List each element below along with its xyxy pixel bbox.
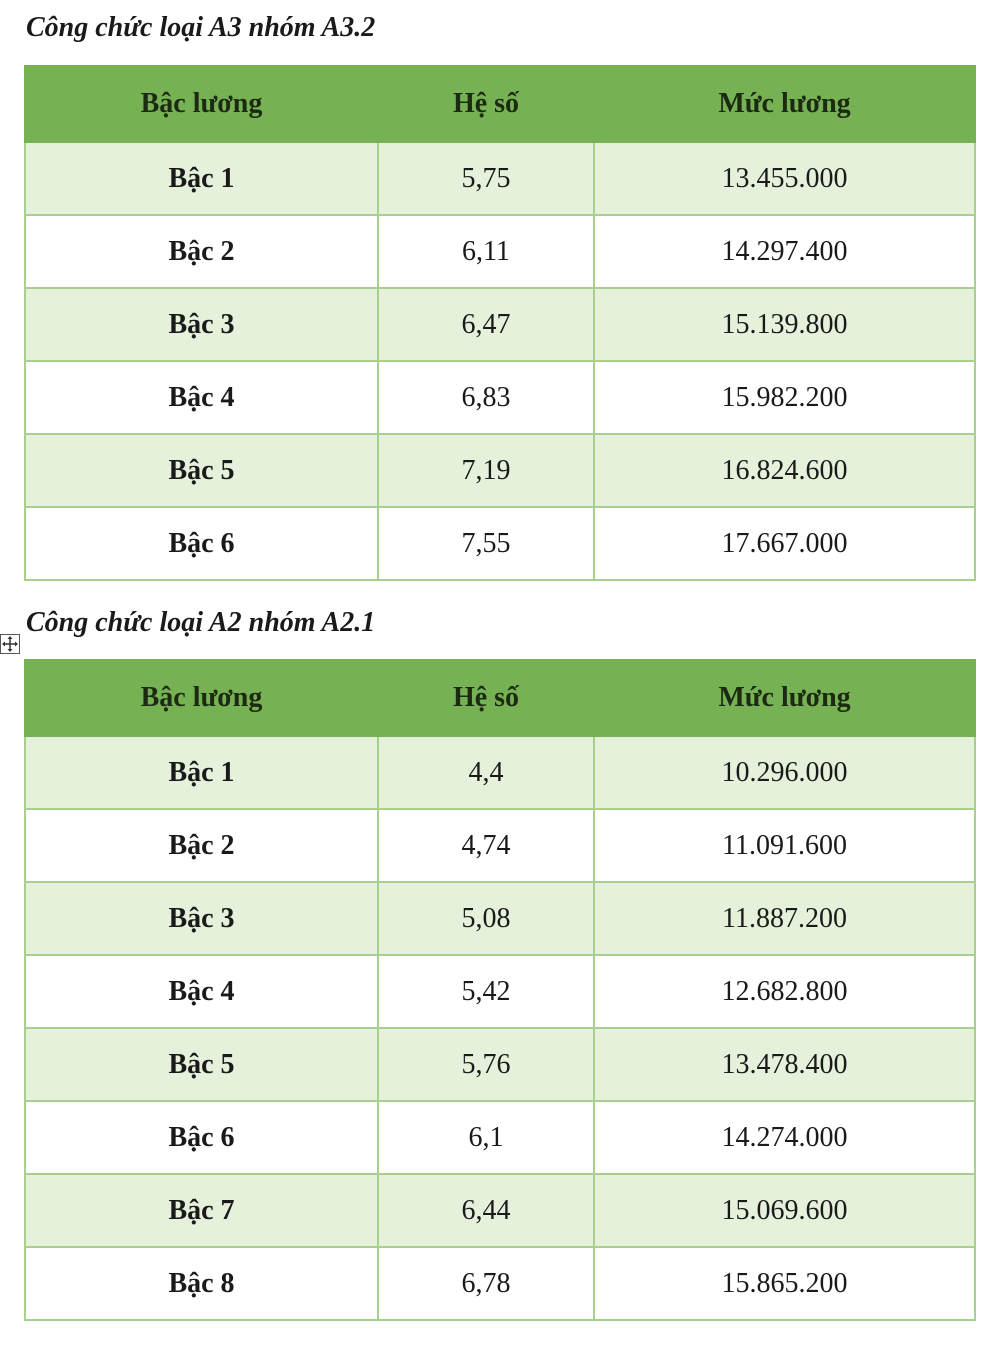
cell-grade: Bậc 4 (25, 361, 378, 434)
cell-grade: Bậc 3 (25, 882, 378, 955)
cell-salary: 11.091.600 (594, 809, 975, 882)
move-arrows-icon[interactable] (0, 634, 20, 654)
cell-salary: 10.296.000 (594, 736, 975, 809)
cell-salary: 15.139.800 (594, 288, 975, 361)
cell-grade: Bậc 2 (25, 809, 378, 882)
cell-coefficient: 6,44 (378, 1174, 594, 1247)
cell-salary: 17.667.000 (594, 507, 975, 580)
cell-grade: Bậc 5 (25, 434, 378, 507)
cell-coefficient: 5,75 (378, 142, 594, 215)
cell-coefficient: 6,1 (378, 1101, 594, 1174)
salary-table-a3-2 (24, 65, 976, 581)
cell-salary: 11.887.200 (594, 882, 975, 955)
table-row (25, 1174, 975, 1247)
cell-salary: 15.982.200 (594, 361, 975, 434)
table-row (25, 1247, 975, 1320)
cell-coefficient: 6,11 (378, 215, 594, 288)
column-header-salary: Mức lương (594, 660, 975, 736)
table-row (25, 1028, 975, 1101)
cell-coefficient: 5,76 (378, 1028, 594, 1101)
column-header-salary: Mức lương (594, 66, 975, 142)
cell-coefficient: 5,42 (378, 955, 594, 1028)
table-header-row (25, 66, 975, 142)
table-row (25, 736, 975, 809)
table-row (25, 507, 975, 580)
cell-grade: Bậc 1 (25, 142, 378, 215)
table-header-row (25, 660, 975, 736)
table-row (25, 215, 975, 288)
salary-table-a2-1 (24, 659, 976, 1321)
cell-grade: Bậc 6 (25, 507, 378, 580)
cell-coefficient: 6,47 (378, 288, 594, 361)
cell-grade: Bậc 2 (25, 215, 378, 288)
cell-salary: 15.865.200 (594, 1247, 975, 1320)
table-row (25, 955, 975, 1028)
cell-grade: Bậc 1 (25, 736, 378, 809)
cell-coefficient: 5,08 (378, 882, 594, 955)
table-row (25, 434, 975, 507)
cell-coefficient: 6,78 (378, 1247, 594, 1320)
cell-salary: 14.297.400 (594, 215, 975, 288)
cell-salary: 12.682.800 (594, 955, 975, 1028)
cell-salary: 16.824.600 (594, 434, 975, 507)
column-header-grade: Bậc lương (25, 660, 378, 736)
cell-salary: 14.274.000 (594, 1101, 975, 1174)
table-row (25, 142, 975, 215)
table-row (25, 361, 975, 434)
cell-grade: Bậc 6 (25, 1101, 378, 1174)
cell-coefficient: 7,19 (378, 434, 594, 507)
column-header-coefficient: Hệ số (378, 66, 594, 142)
cell-coefficient: 6,83 (378, 361, 594, 434)
table-row (25, 882, 975, 955)
table-row (25, 288, 975, 361)
table-row (25, 809, 975, 882)
cell-grade: Bậc 5 (25, 1028, 378, 1101)
column-header-grade: Bậc lương (25, 66, 378, 142)
column-header-coefficient: Hệ số (378, 660, 594, 736)
cell-grade: Bậc 7 (25, 1174, 378, 1247)
cell-coefficient: 7,55 (378, 507, 594, 580)
move-arrows-icon-glyph (1, 635, 19, 653)
cell-grade: Bậc 3 (25, 288, 378, 361)
table-row (25, 1101, 975, 1174)
cell-coefficient: 4,4 (378, 736, 594, 809)
cell-coefficient: 4,74 (378, 809, 594, 882)
section-title-a3-2: Công chức loại A3 nhóm A3.2 (26, 12, 376, 43)
section-title-a2-1: Công chức loại A2 nhóm A2.1 (26, 607, 376, 638)
cell-grade: Bậc 8 (25, 1247, 378, 1320)
cell-salary: 15.069.600 (594, 1174, 975, 1247)
cell-salary: 13.478.400 (594, 1028, 975, 1101)
cell-salary: 13.455.000 (594, 142, 975, 215)
cell-grade: Bậc 4 (25, 955, 378, 1028)
